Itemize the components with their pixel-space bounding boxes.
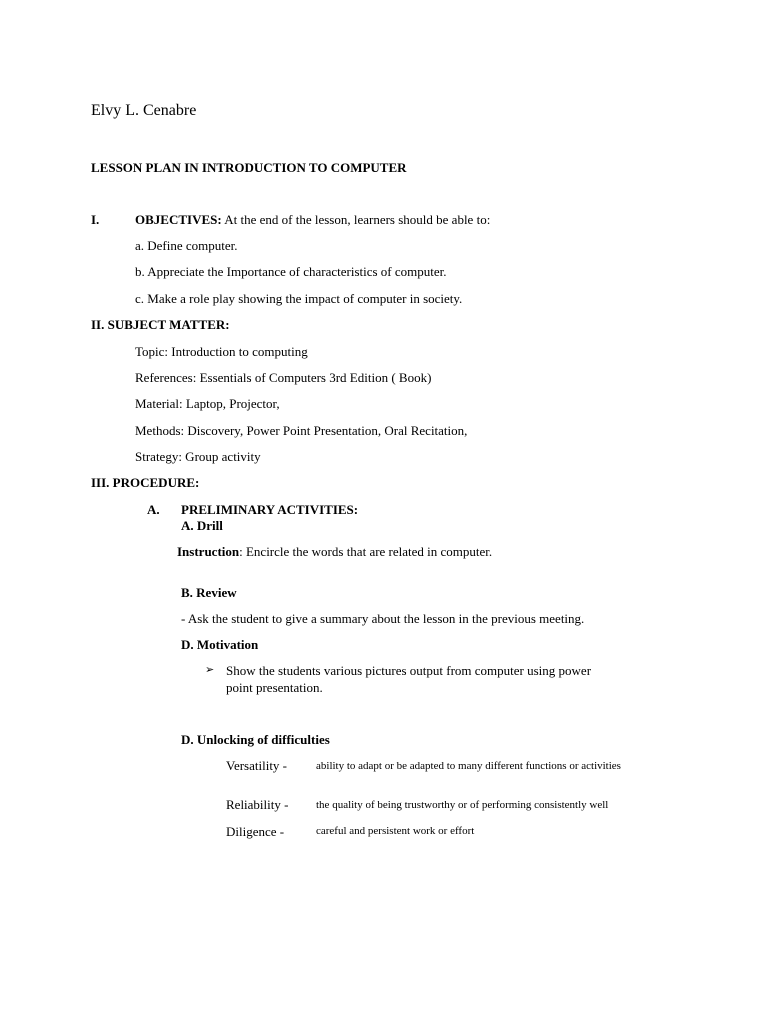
subject-matter-item: References: Essentials of Computers 3rd Edition ( Book) — [135, 370, 432, 385]
objectives-intro: At the end of the lesson, learners should be able to: — [221, 212, 491, 227]
motivation-heading: D. Motivation — [181, 637, 259, 652]
subject-matter-item: Material: Laptop, Projector, — [135, 396, 280, 411]
objective-item: c. Make a role play showing the impact of computer in society. — [135, 291, 463, 306]
subject-matter-heading: II. SUBJECT MATTER: — [91, 317, 230, 332]
vocabulary-definition: careful and persistent work or effort — [316, 825, 475, 837]
instruction-label: Instruction — [177, 544, 240, 559]
vocabulary-definition: the quality of being trustworthy or of performing consistently well — [316, 799, 609, 811]
subject-matter-item: Strategy: Group activity — [135, 449, 261, 464]
preliminary-heading: PRELIMINARY ACTIVITIES: — [181, 502, 359, 517]
objectives-line — [135, 213, 490, 226]
review-text: - Ask the student to give a summary about the lesson in the previous meeting. — [181, 611, 585, 626]
objectives-numeral: I. — [91, 212, 100, 227]
motivation-line: point presentation. — [226, 680, 323, 695]
vocabulary-term: Versatility - — [226, 758, 288, 773]
document-title: LESSON PLAN IN INTRODUCTION TO COMPUTER — [91, 160, 407, 175]
vocabulary-definition: ability to adapt or be adapted to many different functions or activities — [316, 760, 621, 772]
vocabulary-term: Diligence - — [226, 824, 285, 839]
motivation-line: Show the students various pictures output from computer using power — [226, 663, 592, 678]
subject-matter-item: Methods: Discovery, Power Point Presentation, Oral Recitation, — [135, 423, 468, 438]
subject-matter-item: Topic: Introduction to computing — [135, 344, 308, 359]
preliminary-letter: A. — [147, 502, 160, 517]
drill-heading: A. Drill — [181, 518, 223, 533]
arrow-bullet-icon: ➢ — [205, 663, 215, 676]
review-heading: B. Review — [181, 585, 237, 600]
instruction-text: : Encircle the words that are related in computer. — [239, 544, 493, 559]
unlocking-heading: D. Unlocking of difficulties — [181, 732, 330, 747]
author-name: Elvy L. Cenabre — [91, 102, 197, 119]
objective-item: b. Appreciate the Importance of characteristics of computer. — [135, 264, 447, 279]
vocabulary-term: Reliability - — [226, 797, 289, 812]
objective-item: a. Define computer. — [135, 238, 238, 253]
objectives-heading: OBJECTIVES: — [135, 212, 222, 227]
drill-instruction — [177, 545, 492, 558]
procedure-heading: III. PROCEDURE: — [91, 475, 200, 490]
